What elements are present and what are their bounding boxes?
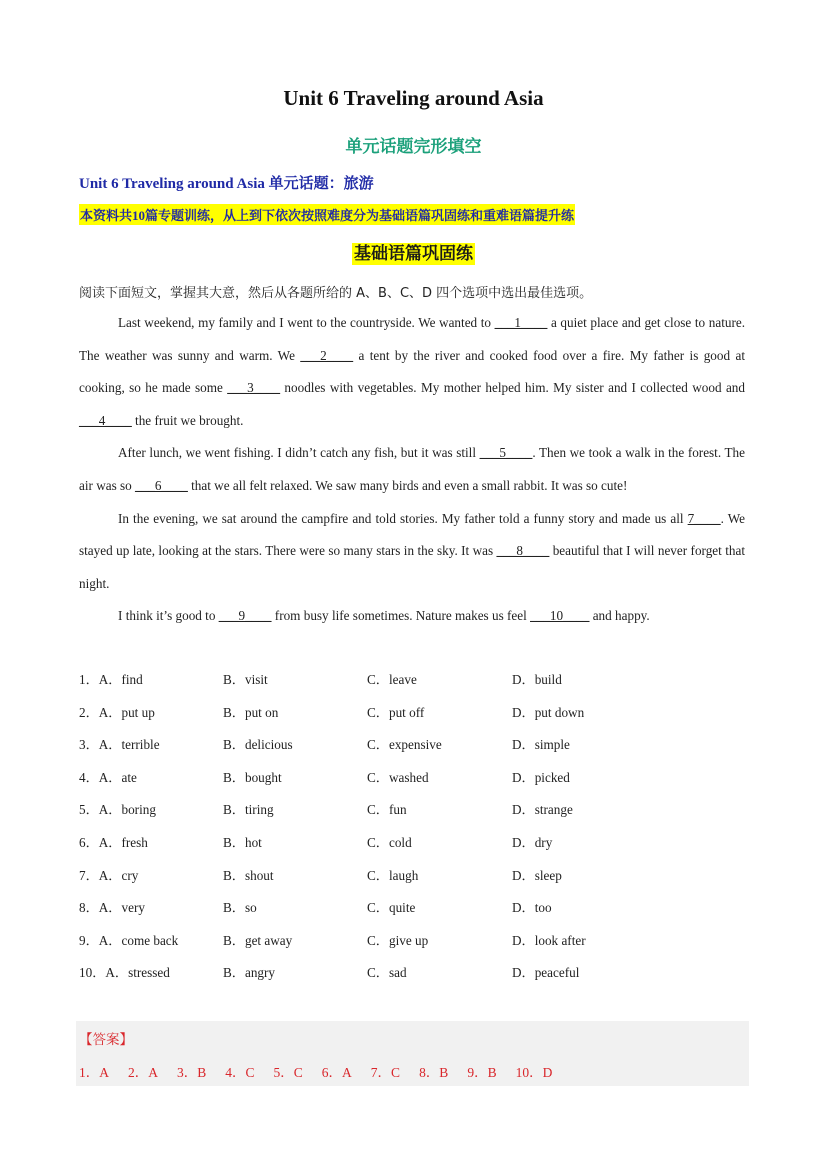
blank-5: ___5____ (479, 445, 533, 461)
option-a: 7．A．cry (79, 867, 139, 883)
blank-3: ___3____ (227, 380, 281, 396)
option-d: D．strange (512, 802, 573, 818)
option-c: C．cold (367, 834, 412, 850)
notice-pre: 本资料共 (80, 209, 133, 224)
option-a: 2．A．put up (79, 704, 155, 720)
paragraph-1: Last weekend, my family and I went to the countryside. We wanted to ___1____ a quiet place and get close to nature. The weather was sunny and warm. We ___2____ a tent by the river and cooked food over a fire. My father is good at cooking, so he made some ___3____ noodles with vegetables. My mother helped him. My sister and I collected wood and ___4____ the fruit we brought. (79, 315, 745, 428)
topic-cn: 单元话题：旅游 (268, 174, 374, 192)
answer-box (76, 1021, 749, 1086)
answer-item: 8．B (419, 1065, 449, 1080)
blank-8: ___8____ (496, 543, 550, 559)
option-row-4 (79, 762, 759, 795)
option-b: B．put on (223, 704, 279, 720)
option-d: D．picked (512, 769, 570, 785)
passage (79, 307, 745, 633)
option-row-1 (79, 664, 759, 697)
blank-2: ___2____ (300, 347, 354, 363)
blank-10: ___10____ (530, 608, 590, 624)
notice-highlight (79, 204, 575, 225)
option-c: C．fun (367, 802, 407, 818)
options-list (79, 664, 759, 990)
option-c: C．expensive (367, 737, 442, 753)
option-c: C．washed (367, 769, 429, 785)
instructions: 阅读下面短文，掌握其大意，然后从各题所给的 A、B、C、D 四个选项中选出最佳选项。 (79, 286, 593, 301)
blank-1: ___1____ (494, 315, 548, 330)
option-d: D．simple (512, 737, 570, 753)
notice-num: 10 (132, 208, 146, 223)
topic-line (79, 172, 374, 193)
option-c: C．give up (367, 932, 429, 948)
option-a: 1．A．find (79, 672, 143, 687)
section-title: 基础语篇巩固练 (354, 244, 473, 264)
answer-label: 【答案】 (79, 1032, 133, 1048)
answer-item: 5．C (273, 1065, 303, 1080)
answer-item: 9．B (467, 1065, 497, 1080)
option-row-3 (79, 729, 759, 762)
answer-item: 7．C (370, 1065, 401, 1080)
option-c: C．quite (367, 900, 416, 916)
blank-6: ___6____ (135, 477, 188, 493)
option-d: D．put down (512, 704, 585, 720)
notice-post: 篇专题训练，从上到下依次按照难度分为基础语篇巩固练和重难语篇提升练 (145, 209, 575, 224)
option-b: B．hot (223, 834, 262, 850)
option-b: B．delicious (223, 737, 293, 753)
answer-item: 1．A (79, 1065, 109, 1080)
option-a: 3．A．terrible (79, 737, 160, 753)
option-a: 9．A．come back (79, 932, 179, 948)
option-row-2 (79, 697, 759, 730)
answer-item: 10．D (515, 1065, 553, 1080)
option-a: 6．A．fresh (79, 834, 148, 850)
option-b: B．angry (223, 965, 276, 981)
topic-en: Unit 6 Traveling around Asia (79, 176, 269, 192)
option-d: D．peaceful (512, 965, 580, 981)
option-b: B．shout (223, 867, 274, 883)
page-title: Unit 6 Traveling around Asia (283, 86, 544, 110)
answer-item: 6．A (321, 1065, 352, 1080)
option-row-9 (79, 925, 759, 958)
option-b: B．tiring (223, 802, 274, 818)
option-d: D．look after (512, 932, 586, 948)
section-heading (0, 239, 827, 264)
option-a: 10．A．stressed (79, 965, 170, 981)
option-a: 8．A．very (79, 900, 145, 916)
option-c: C．laugh (367, 867, 419, 883)
option-c: C．leave (367, 672, 417, 687)
option-d: D．too (512, 900, 552, 916)
option-row-6 (79, 827, 759, 860)
answer-item: 3．B (177, 1065, 207, 1080)
blank-7: 7____ (687, 510, 721, 526)
option-b: B．so (223, 900, 257, 916)
paragraph-4: I think it’s good to ___9____ from busy life sometimes. Nature makes us feel ___10____ and happy. (118, 608, 650, 624)
blank-4: ___4____ (79, 412, 132, 428)
option-c: C．put off (367, 704, 425, 720)
option-b: B．bought (223, 769, 282, 785)
option-row-7 (79, 860, 759, 893)
paragraph-3: In the evening, we sat around the campfire and told stories. My father told a funny story and made us all 7____. We stayed up late, looking at the stars. There were so many stars in the sky. It was ___8____ beautiful that I will never forget that night. (79, 510, 745, 591)
option-d: D．sleep (512, 867, 562, 883)
blank-9: ___9____ (218, 608, 272, 624)
option-a: 4．A．ate (79, 769, 137, 785)
paragraph-2: After lunch, we went fishing. I didn’t catch any fish, but it was still ___5____. Then we took a walk in the forest. The air was so ___6____ that we all felt relaxed. We saw many birds and even a small rabbit. It was so cute! (79, 445, 745, 493)
option-row-8 (79, 892, 759, 925)
answer-item: 2．A (128, 1065, 158, 1080)
option-c: C．sad (367, 965, 407, 981)
option-d: D．build (512, 672, 562, 687)
option-row-10 (79, 957, 759, 990)
option-b: B．get away (223, 932, 293, 948)
answer-list (79, 1061, 571, 1081)
answer-item: 4．C (225, 1065, 255, 1080)
option-d: D．dry (512, 834, 553, 850)
option-a: 5．A．boring (79, 802, 156, 818)
option-b: B．visit (223, 672, 268, 687)
page-subtitle: 单元话题完形填空 (345, 137, 482, 157)
option-row-5 (79, 794, 759, 827)
